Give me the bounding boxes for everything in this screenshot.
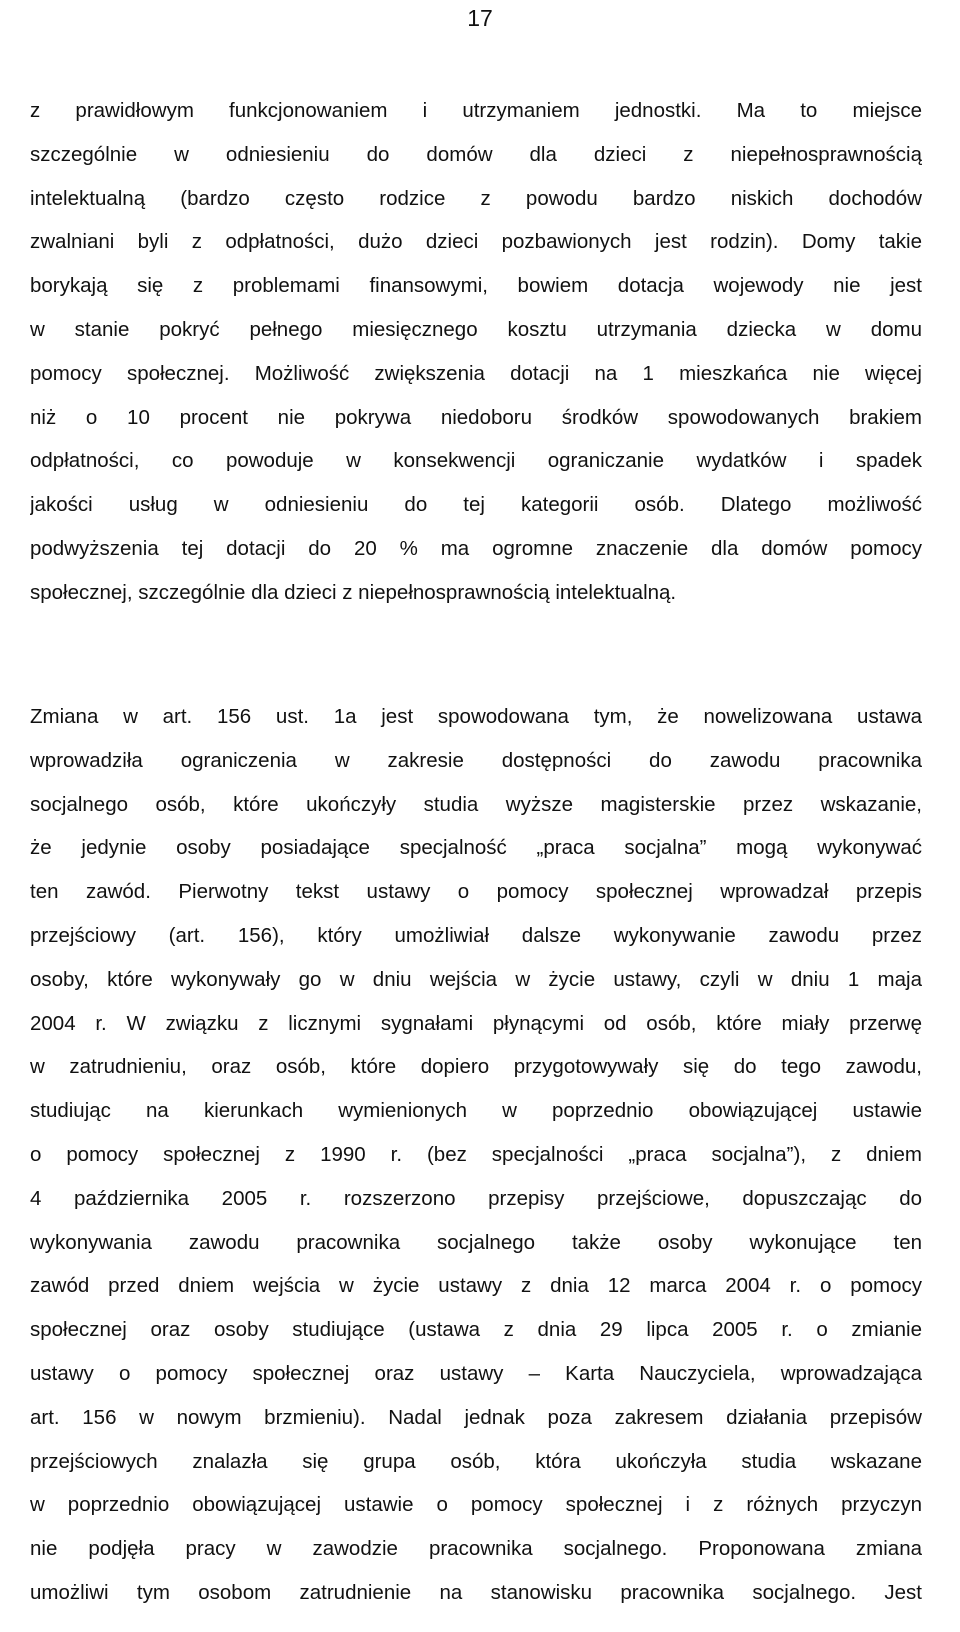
text-line: socjalnego osób, które ukończyły studia wyższe magisterskie przez wskazanie, (30, 792, 922, 816)
text-line: nie podjęła pracy w zawodzie pracownika socjalnego. Proponowana zmiana (30, 1537, 922, 1561)
text-line: z prawidłowym funkcjonowaniem i utrzymaniem jednostki. Ma to miejsce (30, 99, 922, 122)
text-line: borykają się z problemami finansowymi, bowiem dotacja wojewody nie jest (30, 274, 922, 298)
text-line: intelektualną (bardzo często rodzice z powodu bardzo niskich dochodów (30, 186, 922, 210)
text-line: podwyższenia tej dotacji do 20 % ma ogromne znaczenie dla domów pomocy (30, 536, 922, 560)
text-line: 2004 r. W związku z licznymi sygnałami płynącymi od osób, które miały przerwę (30, 1011, 922, 1035)
text-line: wprowadziła ograniczenia w zakresie dostępności do zawodu pracownika (30, 748, 922, 772)
text-line: zwalniani byli z odpłatności, dużo dzieci pozbawionych jest rodzin). Domy takie (30, 230, 922, 254)
text-line: ustawy o pomocy społecznej oraz ustawy – Karta Nauczyciela, wprowadzająca (30, 1361, 922, 1385)
text-line: jakości usług w odniesieniu do tej kategorii osób. Dlatego możliwość (30, 493, 922, 517)
text-line: w poprzednio obowiązującej ustawie o pomocy społecznej i z różnych przyczyn (30, 1493, 922, 1517)
text-line: studiując na kierunkach wymienionych w poprzednio obowiązującej ustawie (30, 1099, 922, 1123)
text-line: społecznej, szczególnie dla dzieci z niepełnosprawnością intelektualną. (30, 580, 677, 604)
paragraph-support-homes (30, 89, 922, 615)
text-line: przejściowych znalazła się grupa osób, która ukończyła studia wskazane (30, 1449, 922, 1473)
text-line: niż o 10 procent nie pokrywa niedoboru środków spowodowanych brakiem (30, 405, 922, 429)
text-line: ten zawód. Pierwotny tekst ustawy o pomocy społecznej wprowadzał przepis (30, 880, 922, 904)
text-line: społecznej oraz osoby studiujące (ustawa z dnia 29 lipca 2005 r. o zmianie (30, 1318, 922, 1342)
text-line: osoby, które wykonywały go w dniu wejścia w życie ustawy, czyli w dniu 1 maja (30, 967, 922, 991)
text-line: wykonywania zawodu pracownika socjalnego także osoby wykonujące ten (30, 1230, 922, 1254)
text-line: przejściowy (art. 156), który umożliwiał dalsze wykonywanie zawodu przez (30, 923, 922, 947)
text-line: szczególnie w odniesieniu do domów dla dzieci z niepełnosprawnością (30, 142, 922, 166)
text-line: pomocy społecznej. Możliwość zwiększenia dotacji na 1 mieszkańca nie więcej (30, 361, 922, 385)
paragraph-art-156 (30, 695, 922, 1615)
text-line: o pomocy społecznej z 1990 r. (bez specjalności „praca socjalna”), z dniem (30, 1142, 922, 1166)
text-line: w stanie pokryć pełnego miesięcznego kosztu utrzymania dziecka w domu (30, 317, 922, 341)
text-line: odpłatności, co powoduje w konsekwencji ograniczanie wydatków i spadek (30, 449, 922, 473)
text-line: 4 października 2005 r. rozszerzono przepisy przejściowe, dopuszczając do (30, 1186, 922, 1210)
text-line: umożliwi tym osobom zatrudnienie na stanowisku pracownika socjalnego. Jest (30, 1580, 922, 1604)
text-line: zawód przed dniem wejścia w życie ustawy z dnia 12 marca 2004 r. o pomocy (30, 1274, 922, 1298)
text-line: Zmiana w art. 156 ust. 1a jest spowodowana tym, że nowelizowana ustawa (30, 705, 922, 728)
text-line: art. 156 w nowym brzmieniu). Nadal jednak poza zakresem działania przepisów (30, 1405, 922, 1429)
text-line: że jedynie osoby posiadające specjalność „praca socjalna” mogą wykonywać (30, 836, 922, 860)
page-number: 17 (467, 5, 493, 31)
text-line: w zatrudnieniu, oraz osób, które dopiero przygotowywały się do tego zawodu, (30, 1055, 922, 1079)
